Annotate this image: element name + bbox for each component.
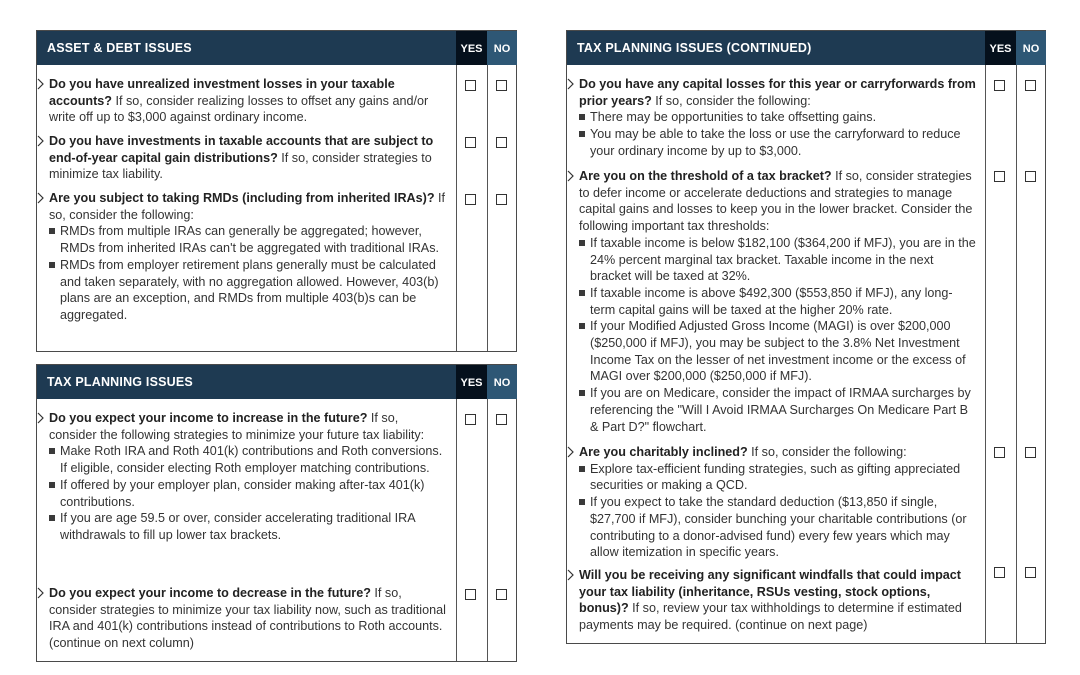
no-checkbox[interactable] xyxy=(496,80,507,91)
question-text: Are you subject to taking RMDs (including from inherited IRAs)? If so, consider the following: RMDs from multiple IRAs can generally be aggregated; however, RMDs from inherited IRAs can't be aggregated with traditional IRAs. RMDs from employer retirement plans generally must be calculated and taken separately, with no aggregation allowed. However, 403(b) plans are an exception, and RMDs from multiple 403(b)s can be aggregated. xyxy=(49,190,454,324)
asset-debt-table xyxy=(36,30,517,352)
question-text: Do you expect your income to decrease in the future? If so, consider strategies to minimize your tax liability now, such as traditional IRA and 401(k) contributions instead of contributions to Roth accounts. (continue on next column) xyxy=(49,586,446,651)
chevron-right-icon xyxy=(567,78,574,90)
bullet-item: There may be opportunities to take offsetting gains. xyxy=(579,109,977,126)
bullet-item: If offered by your employer plan, consider making after-tax 401(k) contributions. xyxy=(49,477,449,510)
yes-column-header: YES xyxy=(985,31,1016,65)
tax-planning-header xyxy=(37,365,516,399)
no-checkbox[interactable] xyxy=(1025,171,1036,182)
no-column-header: NO xyxy=(487,365,517,399)
bullet-item: Make Roth IRA and Roth 401(k) contributions and Roth conversions. If eligible, consider electing Roth employer matching contributions. xyxy=(49,443,449,476)
chevron-right-icon xyxy=(37,587,44,599)
question-text: Do you expect your income to increase in the future? If so, consider the following strategies to minimize your future tax liability: Make Roth IRA and Roth 401(k) contributions and Roth conversions. If eligible, consider electing Roth employer matching contributions. If offered by your employer plan, consider making after-tax 401(k) contributions. If you are age 59.5 or over, consider accelerating traditional IRA withdrawals to fill up lower tax brackets. xyxy=(49,410,449,544)
chevron-right-icon xyxy=(37,192,44,204)
chevron-right-icon xyxy=(567,569,574,581)
yes-checkbox[interactable] xyxy=(994,80,1005,91)
bullet-item: If your Modified Adjusted Gross Income (MAGI) is over $200,000 ($250,000 if MFJ), you may be subject to the 3.8% Net Investment Income Tax on the lesser of net investment income or the excess of MAGI over $200,000 ($250,000 if MFJ). xyxy=(579,318,977,385)
question-text: Do you have any capital losses for this year or carryforwards from prior years? If so, consider the following: There may be opportunities to take offsetting gains. You may be able to take the loss or use the carryforward to reduce your ordinary income by up to $3,000. xyxy=(579,77,976,158)
bullet-item: If taxable income is above $492,300 ($553,850 if MFJ), any long-term capital gains will be taxed at the higher 20% rate. xyxy=(579,285,977,318)
question-text: Will you be receiving any significant windfalls that could impact your tax liability (inheritance, RSUs vesting, stock options, bonus)? If so, review your tax withholdings to determine if estimated payments may be required. (continue on next page) xyxy=(579,568,962,633)
tax-planning-continued-header xyxy=(567,31,1045,65)
bullet-item: If taxable income is below $182,100 ($364,200 if MFJ), you are in the 24% percent marginal tax bracket. Taxable income in the next bracket will be taxed at 32%. xyxy=(579,235,977,285)
section-title: TAX PLANNING ISSUES (CONTINUED) xyxy=(577,41,812,55)
bullet-item: Explore tax-efficient funding strategies, such as gifting appreciated securities or making a QCD. xyxy=(579,461,977,494)
chevron-right-icon xyxy=(37,78,44,90)
bullet-item: If you are on Medicare, consider the impact of IRMAA surcharges by referencing the "Will I Avoid IRMAA Surcharges On Medicare Part B & Part D?" flowchart. xyxy=(579,385,977,435)
yes-checkbox[interactable] xyxy=(465,194,476,205)
yes-checkbox[interactable] xyxy=(465,137,476,148)
no-checkbox[interactable] xyxy=(1025,567,1036,578)
chevron-right-icon xyxy=(567,446,574,458)
asset-debt-header xyxy=(37,31,516,65)
no-column-header: NO xyxy=(487,31,517,65)
no-checkbox[interactable] xyxy=(496,137,507,148)
chevron-right-icon xyxy=(37,412,44,424)
bullet-item: If you are age 59.5 or over, consider accelerating traditional IRA withdrawals to fill up lower tax brackets. xyxy=(49,510,449,543)
bullet-item: You may be able to take the loss or use the carryforward to reduce your ordinary income by up to $3,000. xyxy=(579,126,977,159)
yes-checkbox[interactable] xyxy=(465,414,476,425)
yes-checkbox[interactable] xyxy=(994,567,1005,578)
no-checkbox[interactable] xyxy=(1025,447,1036,458)
chevron-right-icon xyxy=(37,135,44,147)
yes-column-header: YES xyxy=(456,31,487,65)
bullet-item: If you expect to take the standard deduction ($13,850 if single, $27,700 if MFJ), consider bunching your charitable contributions (or contributing to a donor-advised fund) every few years which may allow itemization in specific years. xyxy=(579,494,977,561)
no-checkbox[interactable] xyxy=(1025,80,1036,91)
no-checkbox[interactable] xyxy=(496,414,507,425)
chevron-right-icon xyxy=(567,170,574,182)
question-text: Are you charitably inclined? If so, consider the following: Explore tax-efficient funding strategies, such as gifting appreciated securities or making a QCD. If you expect to take the standard deduction ($13,850 if single, $27,700 if MFJ), consider bunching your charitable contributions (or contributing to a donor-advised fund) every few years which may allow itemization in specific years. xyxy=(579,444,977,561)
section-title: ASSET & DEBT ISSUES xyxy=(47,41,192,55)
bullet-item: RMDs from employer retirement plans generally must be calculated and taken separately, with no aggregation allowed. However, 403(b) plans are an exception, and RMDs from multiple 403(b)s can be aggregated. xyxy=(49,257,454,324)
section-title: TAX PLANNING ISSUES xyxy=(47,375,193,389)
yes-column-header: YES xyxy=(456,365,487,399)
no-column-header: NO xyxy=(1016,31,1046,65)
no-checkbox[interactable] xyxy=(496,194,507,205)
yes-checkbox[interactable] xyxy=(465,589,476,600)
bullet-item: RMDs from multiple IRAs can generally be aggregated; however, RMDs from inherited IRAs can't be aggregated with traditional IRAs. xyxy=(49,223,454,256)
tax-planning-continued-table xyxy=(566,30,1046,644)
tax-planning-table xyxy=(36,364,517,662)
yes-checkbox[interactable] xyxy=(994,447,1005,458)
yes-checkbox[interactable] xyxy=(994,171,1005,182)
no-checkbox[interactable] xyxy=(496,589,507,600)
yes-checkbox[interactable] xyxy=(465,80,476,91)
question-text: Are you on the threshold of a tax bracket? If so, consider strategies to defer income or accelerate deductions and strategies to manage capital gains and losses to keep you in the lower bracket. Consider the following important tax thresholds: If taxable income is below $182,100 ($364,200 if MFJ), you are in the 24% percent marginal tax bracket. Taxable income in the next bracket will be taxed at 32%. If taxable income is above $492,300 ($553,850 if MFJ), any long-term capital gains will be taxed at the higher 20% rate. If your Modified Adjusted Gross Income (MAGI) is over $200,000 ($250,000 if MFJ), you may be subject to the 3.8% Net Investment Income Tax on the lesser of net investment income or the excess of MAGI over $200,000 ($250,000 if MFJ). If you are on Medicare, consider the impact of IRMAA surcharges by referencing the "Will I Avoid IRMAA Surcharges On Medicare Part B & Part D?" flowchart. xyxy=(579,169,976,434)
question-text: Do you have unrealized investment losses in your taxable accounts? If so, consider realizing losses to offset any gains and/or write off up to $3,000 against ordinary income. xyxy=(49,77,429,125)
question-text: Do you have investments in taxable accounts that are subject to end-of-year capital gain distributions? If so, consider strategies to minimize tax liability. xyxy=(49,134,434,182)
